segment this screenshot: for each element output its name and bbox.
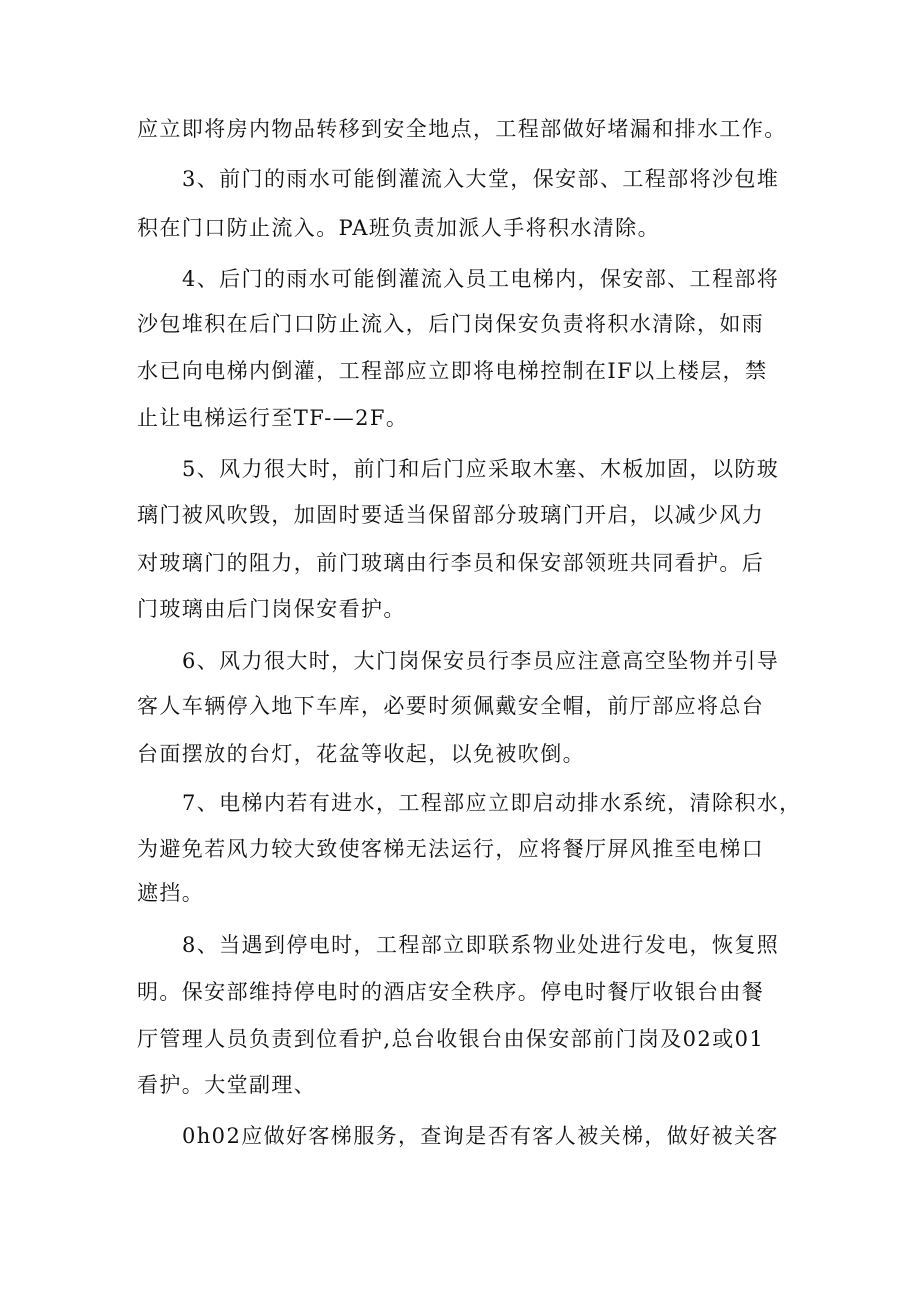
paragraph-line: 7、电梯内若有进水，工程部应立即启动排水系统，清除积水， xyxy=(182,791,802,815)
paragraph-line: 遮挡。 xyxy=(137,881,205,905)
paragraph-line: 水已向电梯内倒灌，工程部应立即将电梯控制在IF以上楼层，禁 xyxy=(137,359,768,383)
paragraph-line: 厅管理人员负责到位看护,总台收银台由保安部前门岗及02或01 xyxy=(137,1027,765,1051)
paragraph-line: 4、后门的雨水可能倒灌流入员工电梯内，保安部、工程部将 xyxy=(182,267,780,291)
paragraph-line: 客人车辆停入地下车库，必要时须佩戴安全帽，前厅部应将总台 xyxy=(137,694,765,718)
paragraph-line: 台面摆放的台灯，花盆等收起，以免被吹倒。 xyxy=(137,742,585,766)
paragraph-line: 璃门被风吹毁，加固时要适当保留部分玻璃门开启，以减少风力 xyxy=(137,503,765,527)
paragraph-line: 为避免若风力较大致使客梯无法运行，应将餐厅屏风推至电梯口 xyxy=(137,837,765,861)
paragraph-line: 门玻璃由后门岗保安看护。 xyxy=(137,597,406,621)
paragraph-line: 沙包堆积在后门口防止流入，后门岗保安负责将积水清除，如雨 xyxy=(137,312,765,336)
paragraph-line: 明。保安部维持停电时的酒店安全秩序。停电时餐厅收银台由餐 xyxy=(137,980,765,1004)
paragraph-line: 3、前门的雨水可能倒灌流入大堂，保安部、工程部将沙包堆 xyxy=(182,167,780,191)
paragraph-line: 6、风力很大时，大门岗保安员行李员应注意高空坠物并引导 xyxy=(182,649,780,673)
paragraph-line: 5、风力很大时，前门和后门应采取木塞、木板加固，以防玻 xyxy=(182,457,780,481)
paragraph-line: 0h02应做好客梯服务，查询是否有客人被关梯，做好被关客 xyxy=(182,1124,779,1148)
paragraph-line: 积在门口防止流入。PA班负责加派人手将积水清除。 xyxy=(137,216,660,240)
paragraph-line: 应立即将房内物品转移到安全地点，工程部做好堵漏和排水工作。 xyxy=(137,117,787,141)
paragraph-line: 看护。大堂副理、 xyxy=(137,1073,317,1097)
paragraph-line: 对玻璃门的阻力，前门玻璃由行李员和保安部领班共同看护。后 xyxy=(137,551,765,575)
paragraph-line: 止让电梯运行至TF-—2F。 xyxy=(137,406,409,430)
paragraph-line: 8、当遇到停电时，工程部立即联系物业处进行发电，恢复照 xyxy=(182,933,780,957)
